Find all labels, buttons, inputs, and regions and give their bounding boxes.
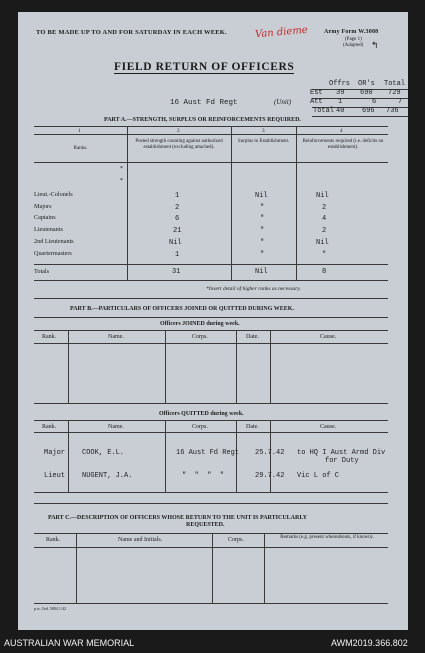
totals-label: Totals xyxy=(34,268,50,275)
part-c-heading: PART C.—DESCRIPTION OF OFFICERS WHOSE RETURN TO THE UNIT IS PARTICULARLY xyxy=(48,515,308,521)
rank-label: Lieutenants xyxy=(34,226,63,233)
part-a-heading: PART A.—STRENGTH, SURPLUS OR REINFORCEMENTS REQUIRED. xyxy=(104,117,301,123)
quitted-col-date: Date. xyxy=(246,424,259,430)
posted-value: 1 xyxy=(175,192,180,200)
strength-att-ors: 6 xyxy=(372,98,377,106)
form-page-no: (Page 1) xyxy=(345,37,362,42)
posted-value: 21 xyxy=(173,227,182,235)
col-number-4: 4 xyxy=(340,128,343,134)
tick-mark-icon: ↰ xyxy=(371,40,379,50)
star-marker: * xyxy=(120,178,123,184)
col-number-2: 2 xyxy=(177,128,180,134)
strength-att-total: 7 xyxy=(398,98,403,106)
quitted-cause-cont: for Duty xyxy=(325,457,359,465)
c-col-remarks: Remarks (e.g. present whereabouts, if known). xyxy=(280,535,374,540)
part-c-heading-cont: REQUESTED. xyxy=(186,522,225,528)
strength-total-total: 736 xyxy=(386,107,399,115)
col-number-3: 3 xyxy=(262,128,265,134)
footer-institution: AUSTRALIAN WAR MEMORIAL xyxy=(4,638,135,648)
strength-label-att: Att xyxy=(310,98,323,106)
rank-label: Majors xyxy=(34,203,52,210)
quitted-col-cause: Cause. xyxy=(320,424,337,430)
col-header-surplus: Surplus to Establishment. xyxy=(237,139,290,144)
joined-col-rank: Rank. xyxy=(42,334,57,340)
surplus-value: " xyxy=(260,251,265,259)
joined-col-corps: Corps. xyxy=(192,334,208,340)
strength-label-est: Est xyxy=(310,89,323,97)
strength-label-total: Total xyxy=(313,107,335,115)
strength-header-offrs: Offrs xyxy=(329,80,351,88)
form-adapted: (Adapted) xyxy=(343,43,364,48)
joined-col-date: Date. xyxy=(246,334,259,340)
posted-value: Nil xyxy=(169,239,182,247)
reinf-value: Nil xyxy=(316,239,329,247)
print-code: p.w. Ord. 5804 1/42 xyxy=(34,606,66,611)
quitted-col-corps: Corps. xyxy=(192,424,208,430)
quitted-rank: Major xyxy=(44,449,66,457)
totals-reinf: 8 xyxy=(322,268,327,276)
quitted-col-name: Name. xyxy=(108,424,124,430)
surplus-value: " xyxy=(260,227,265,235)
form-number: Army Form W.3008 xyxy=(324,29,379,35)
totals-surplus: Nil xyxy=(255,268,268,276)
col-header-reinf: Reinforcements required (i.e. deficits on establishment). xyxy=(302,139,384,150)
footer-accession-number: AWM2019.366.802 xyxy=(331,638,408,648)
quitted-corps: 16 Aust Fd Regt xyxy=(176,449,240,457)
handwritten-annotation: Van dieme xyxy=(254,24,309,41)
c-col-name: Name and Initials. xyxy=(118,537,163,543)
quitted-cause: Vic L of C xyxy=(297,472,340,480)
col-header-ranks: Ranks. xyxy=(73,146,88,151)
surplus-value: Nil xyxy=(255,192,268,200)
strength-header-ors: OR's xyxy=(358,80,375,88)
rank-label: 2nd Lieutenants xyxy=(34,238,74,245)
posted-value: 2 xyxy=(175,204,180,212)
posted-value: 1 xyxy=(175,251,180,259)
surplus-value: " xyxy=(260,239,265,247)
strength-total-offrs: 40 xyxy=(336,107,345,115)
totals-posted: 31 xyxy=(172,268,181,276)
quitted-rank: Lieut xyxy=(44,472,66,480)
joined-col-name: Name. xyxy=(108,334,124,340)
reinf-value: 4 xyxy=(322,215,327,223)
strength-est-ors: 690 xyxy=(360,89,373,97)
strength-header-total: Total xyxy=(384,80,406,88)
posted-value: 6 xyxy=(175,215,180,223)
quitted-corps: " " " " xyxy=(182,472,225,480)
quitted-col-rank: Rank. xyxy=(42,424,57,430)
reinf-value: 2 xyxy=(322,227,327,235)
page-title: FIELD RETURN OF OFFICERS xyxy=(114,61,295,73)
quitted-date: 25.7.42 xyxy=(255,449,285,457)
strength-total-ors: 696 xyxy=(362,107,375,115)
part-b-heading: PART B.—PARTICULARS OF OFFICERS JOINED OR QUITTED DURING WEEK. xyxy=(70,306,294,312)
c-col-rank: Rank. xyxy=(46,537,61,543)
footnote: *Insert detail of higher ranks as necessary. xyxy=(206,286,301,292)
strength-est-total: 729 xyxy=(388,89,401,97)
reinf-value: Nil xyxy=(316,192,329,200)
reinf-value: " xyxy=(322,251,327,259)
c-col-corps: Corps. xyxy=(228,537,244,543)
joined-heading: Officers JOINED during week. xyxy=(160,321,240,327)
star-marker: * xyxy=(120,166,123,172)
surplus-value: " xyxy=(260,215,265,223)
quitted-name: NUGENT, J.A. xyxy=(82,472,133,480)
reinf-value: 2 xyxy=(322,204,327,212)
quitted-date: 29.7.42 xyxy=(255,472,285,480)
rank-label: Captains xyxy=(34,214,56,221)
col-header-posted: Posted strength counting against authorized establishment (excluding attached). xyxy=(135,139,223,150)
quitted-name: COOK, E.L. xyxy=(82,449,125,457)
quitted-cause: to HQ I Aust Armd Div xyxy=(297,449,386,457)
surplus-value: " xyxy=(260,204,265,212)
unit-name: 16 Aust Fd Regt xyxy=(170,99,238,107)
instruction-text: TO BE MADE UP TO AND FOR SATURDAY IN EACH WEEK. xyxy=(36,29,227,36)
strength-att-offrs: 1 xyxy=(338,98,343,106)
strength-est-offrs: 39 xyxy=(336,89,345,97)
unit-label: (Unit) xyxy=(274,98,292,106)
rank-label: Quartermasters xyxy=(34,250,72,257)
quitted-heading: Officers QUITTED during week. xyxy=(159,411,244,417)
rank-label: Lieut.-Colonels xyxy=(34,191,73,198)
col-number-1: 1 xyxy=(78,128,81,134)
joined-col-cause: Cause. xyxy=(320,334,337,340)
